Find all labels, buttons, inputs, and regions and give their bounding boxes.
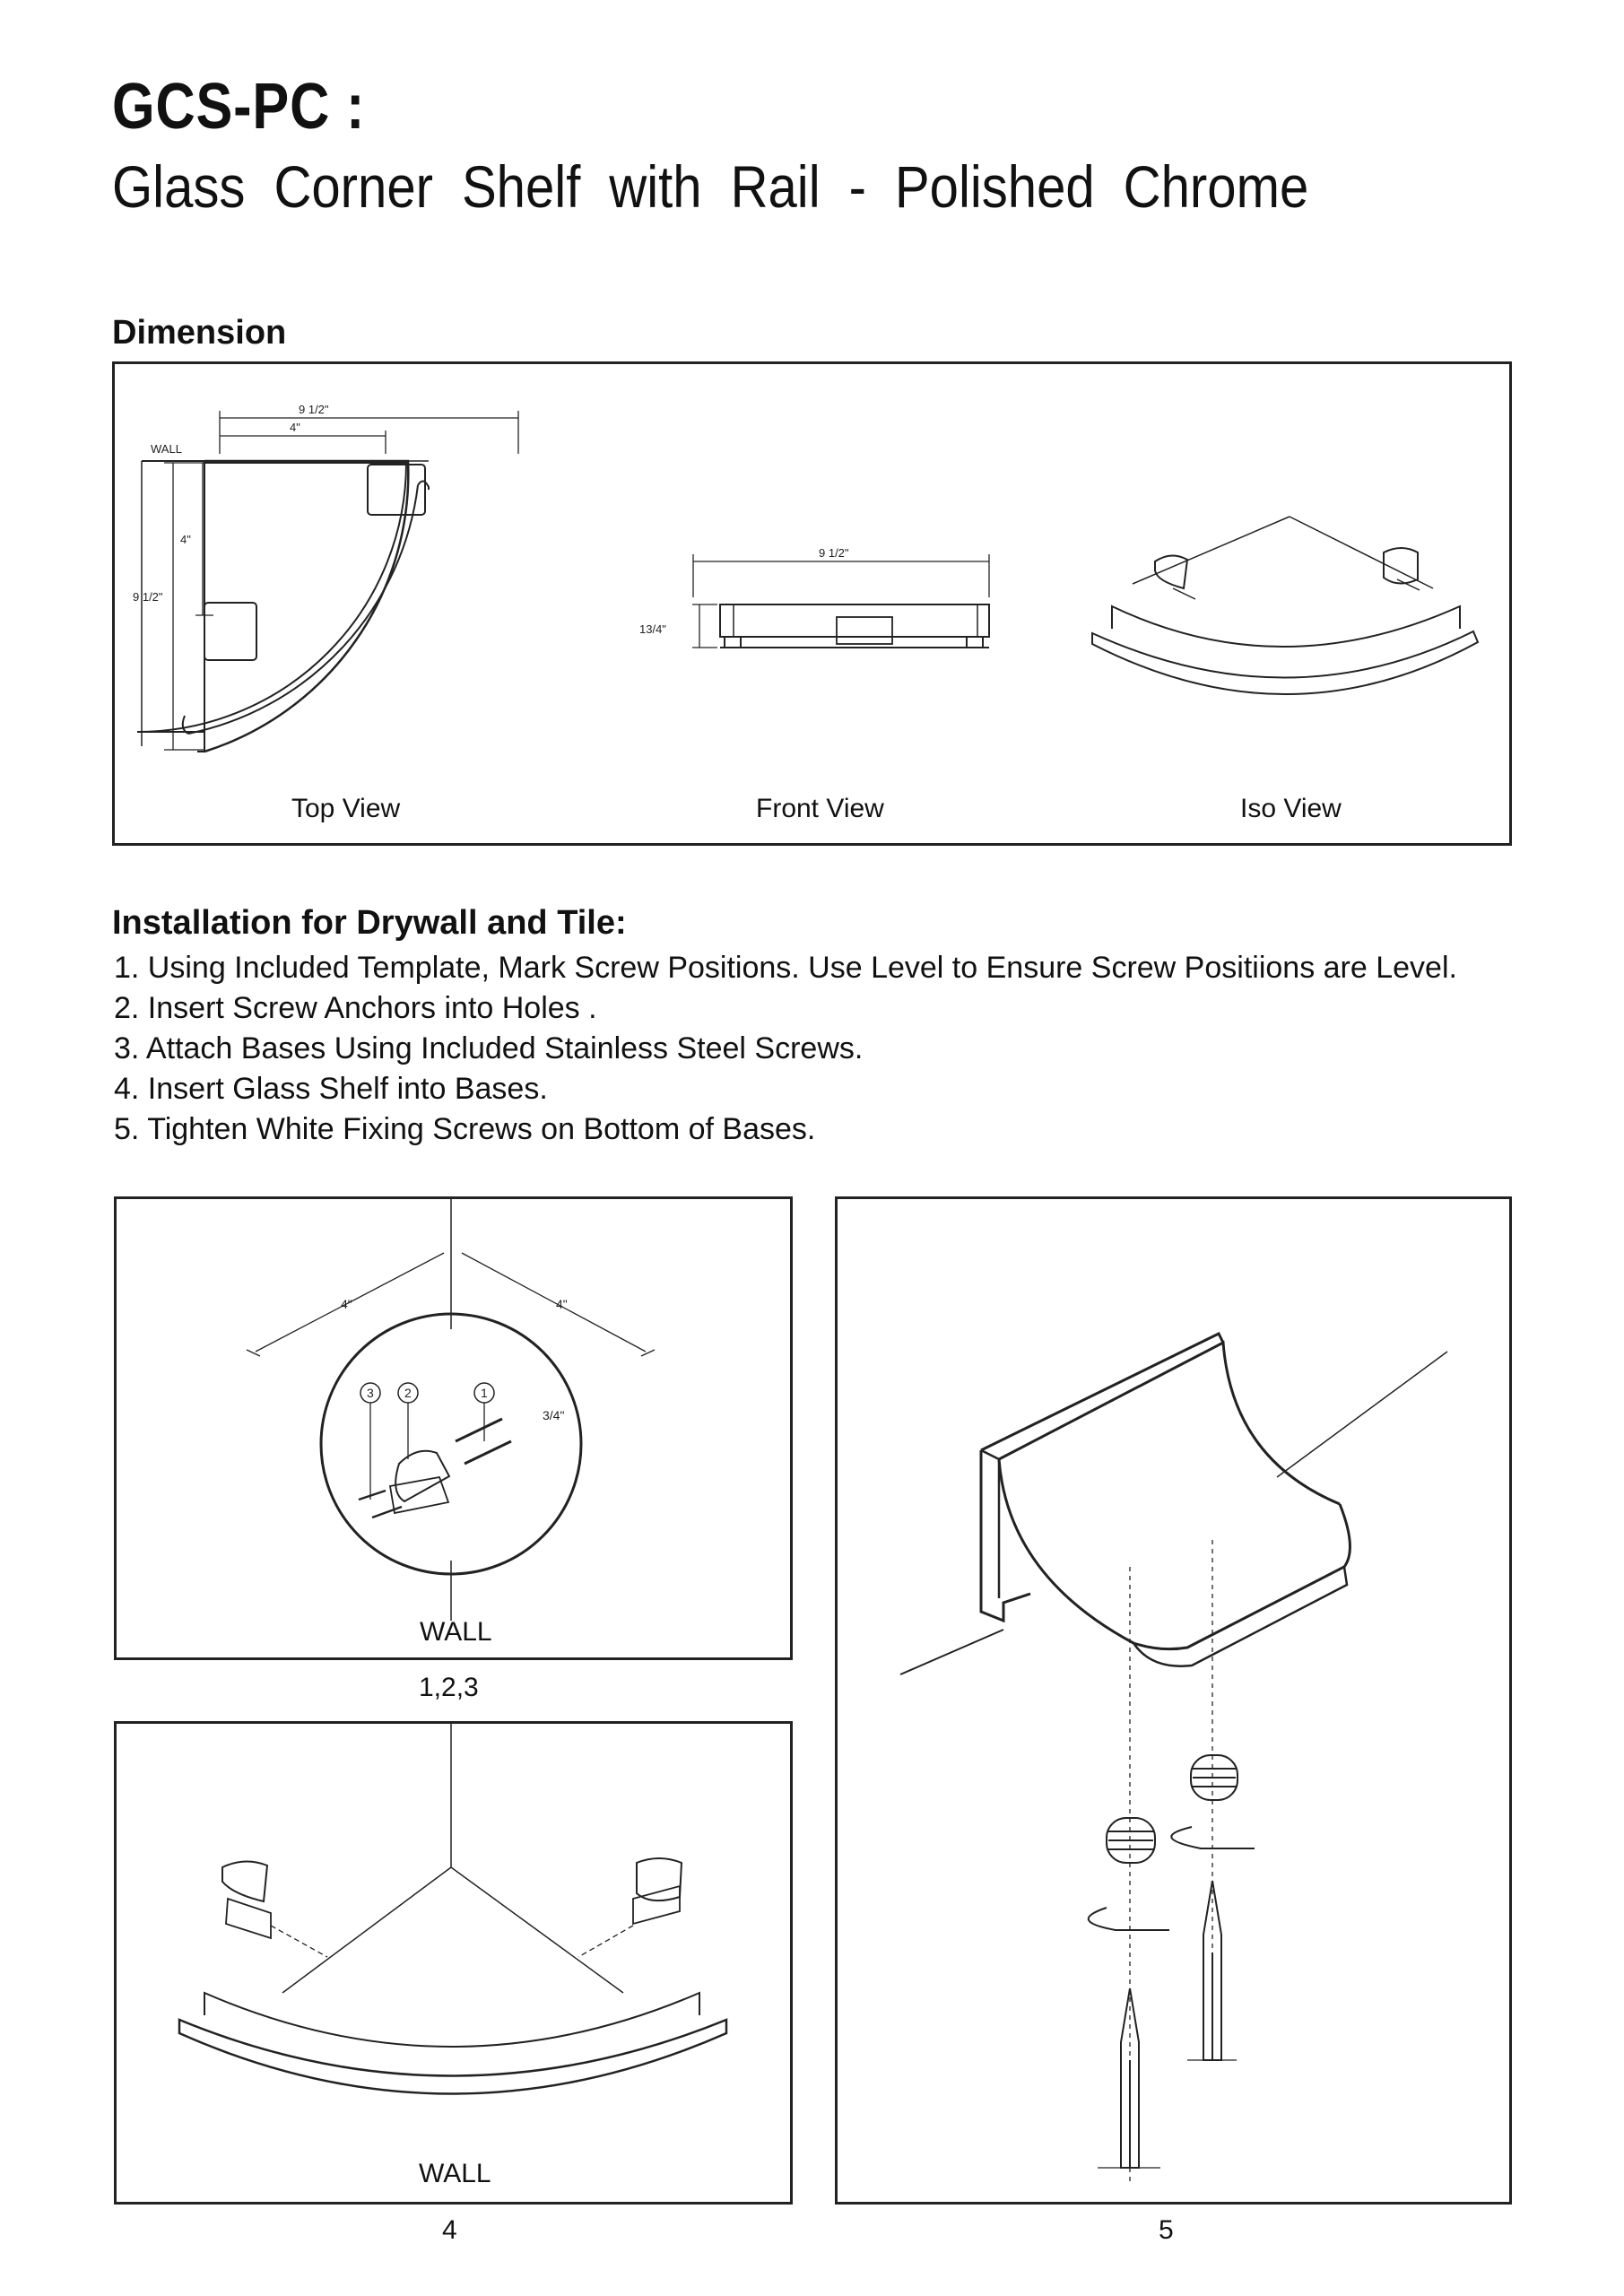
front-dim-width: 9 1/2" [819,546,849,560]
installation-heading: Installation for Drywall and Tile: [112,904,627,942]
iso-view-label: Iso View [1240,794,1342,823]
figure-steps-1-2-3 [114,1196,793,1660]
top-wall-label: WALL [151,442,182,456]
front-dim-height: 13/4" [639,622,666,636]
figure-5-drawing [838,1199,1509,2202]
top-dim-base: 4" [290,421,300,434]
front-view-drawing [692,554,989,648]
top-view-drawing [137,411,518,752]
fig123-dim-left: 4" [341,1297,352,1311]
fig5-caption: 5 [1159,2215,1174,2245]
fig123-caption: 1,2,3 [419,1673,479,1702]
fig4-wall-label: WALL [419,2159,491,2188]
top-dim-depth: 9 1/2" [133,590,163,604]
step-4: 4. Insert Glass Shelf into Bases. [114,1072,548,1106]
step-2: 2. Insert Screw Anchors into Holes . [114,991,597,1025]
front-view-label: Front View [756,794,884,823]
fig123-dim-right: 4" [556,1297,568,1311]
figure-step-4 [114,1721,793,2205]
step-3: 3. Attach Bases Using Included Stainless Steel Screws. [114,1031,864,1065]
top-dim-side: 4" [180,533,191,546]
figure-step-5 [835,1196,1512,2205]
model-number: GCS-PC : [112,71,366,143]
dimension-panel [112,361,1512,846]
fig123-wall-label: WALL [420,1617,492,1647]
fig4-caption: 4 [442,2215,457,2245]
top-dim-width: 9 1/2" [299,403,329,416]
fig123-dim-detail: 3/4" [543,1408,565,1422]
iso-view-drawing [1092,517,1478,694]
callout-1: 1 [481,1386,488,1400]
step-1: 1. Using Included Template, Mark Screw Positions. Use Level to Ensure Screw Positiions are Level. [114,951,1457,985]
figure-1-2-3-drawing [117,1199,790,1657]
step-5: 5. Tighten White Fixing Screws on Bottom of Bases. [114,1112,816,1146]
figure-4-drawing [117,1724,790,2202]
product-title: Glass Corner Shelf with Rail - Polished Chrome [112,153,1309,220]
dimension-heading: Dimension [112,314,287,352]
dimension-drawing [115,364,1509,843]
callout-2: 2 [404,1386,412,1400]
top-view-label: Top View [291,794,401,823]
callout-3: 3 [367,1386,374,1400]
